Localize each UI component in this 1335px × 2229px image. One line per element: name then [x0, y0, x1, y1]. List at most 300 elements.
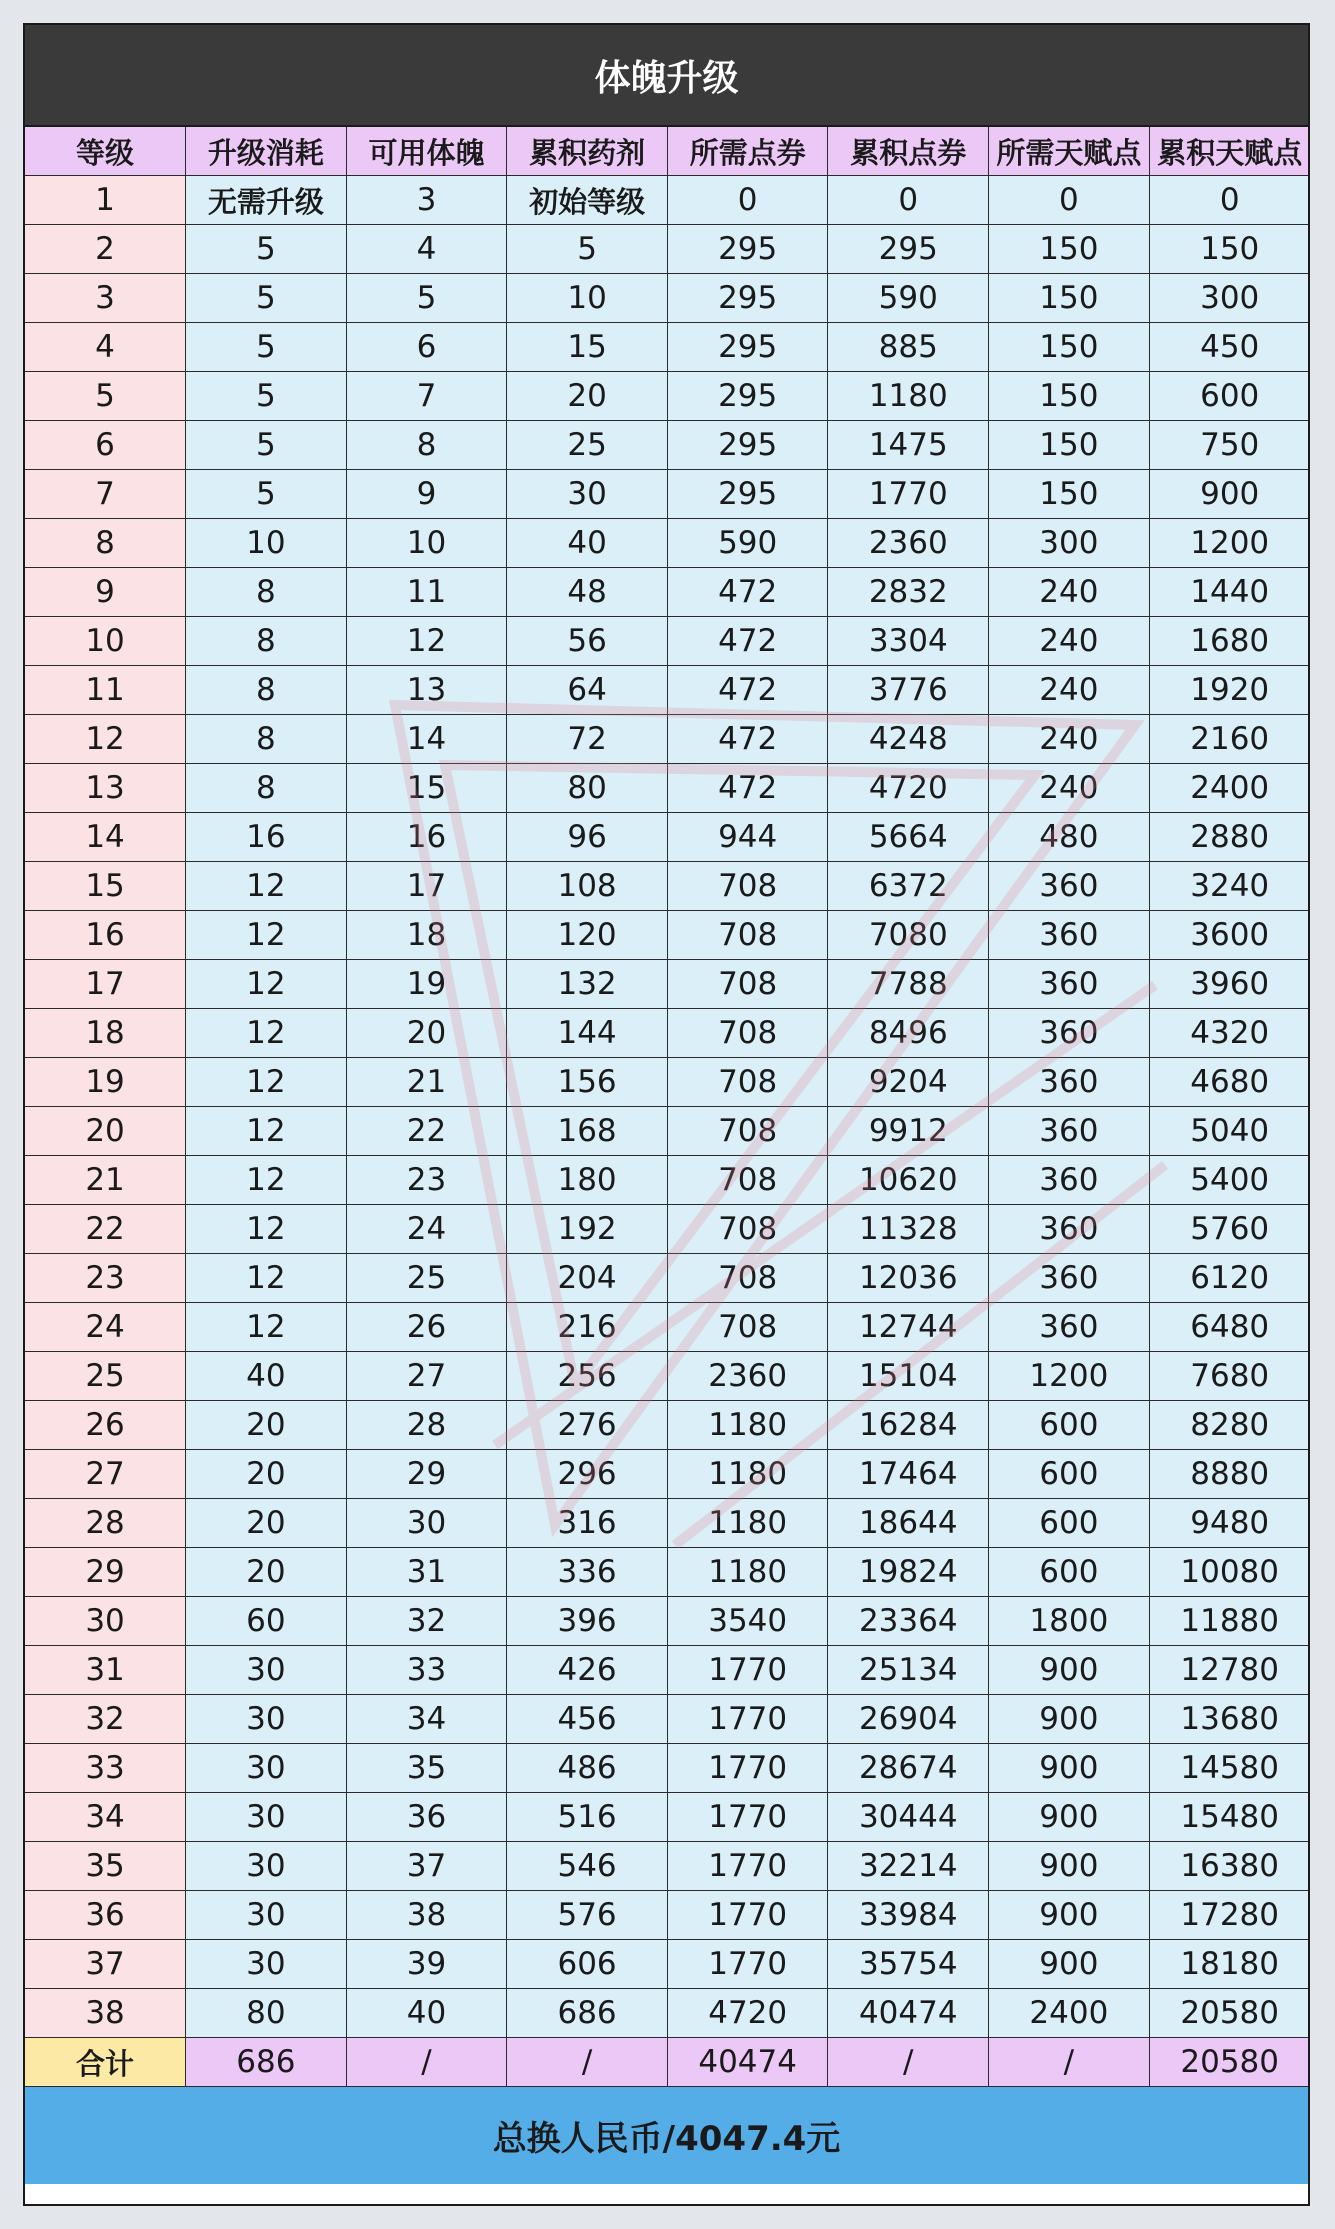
table-cell: 28 — [346, 1401, 507, 1450]
level-cell: 2 — [25, 225, 186, 274]
table-cell: 6372 — [828, 862, 989, 911]
table-row — [25, 813, 1310, 862]
table-cell: 21 — [346, 1058, 507, 1107]
table-cell: 20 — [186, 1499, 347, 1548]
table-cell: 7080 — [828, 911, 989, 960]
table-cell: 150 — [989, 274, 1150, 323]
table-cell: 360 — [989, 1205, 1150, 1254]
table-cell: 30444 — [828, 1793, 989, 1842]
table-cell: 686 — [507, 1989, 668, 2038]
table-cell: 300 — [989, 519, 1150, 568]
table-cell: 516 — [507, 1793, 668, 1842]
upgrade-sheet — [23, 23, 1310, 2206]
table-row — [25, 274, 1310, 323]
table-cell: 4320 — [1149, 1009, 1310, 1058]
table-cell: 34 — [346, 1695, 507, 1744]
table-cell: 12 — [186, 1058, 347, 1107]
level-cell: 19 — [25, 1058, 186, 1107]
table-cell: 1180 — [667, 1401, 828, 1450]
table-row — [25, 617, 1310, 666]
table-cell: 336 — [507, 1548, 668, 1597]
table-cell: 708 — [667, 1205, 828, 1254]
table-cell: 1200 — [1149, 519, 1310, 568]
table-cell: 11880 — [1149, 1597, 1310, 1646]
table-cell: 944 — [667, 813, 828, 862]
table-cell: 256 — [507, 1352, 668, 1401]
table-cell: 12 — [186, 1254, 347, 1303]
table-cell: 23364 — [828, 1597, 989, 1646]
header-row — [25, 127, 1310, 176]
table-cell: 900 — [989, 1744, 1150, 1793]
table-cell: 30 — [186, 1744, 347, 1793]
table-cell: 10620 — [828, 1156, 989, 1205]
table-cell: 396 — [507, 1597, 668, 1646]
table-cell: 900 — [1149, 470, 1310, 519]
table-cell: 23 — [346, 1156, 507, 1205]
table-cell: 3540 — [667, 1597, 828, 1646]
table-cell: 5 — [186, 421, 347, 470]
level-cell: 25 — [25, 1352, 186, 1401]
table-cell: 9912 — [828, 1107, 989, 1156]
table-cell: 5 — [346, 274, 507, 323]
table-cell: 590 — [667, 519, 828, 568]
table-row — [25, 176, 1310, 225]
table-cell: 472 — [667, 715, 828, 764]
level-cell: 6 — [25, 421, 186, 470]
table-cell: 12 — [186, 1009, 347, 1058]
table-cell: 486 — [507, 1744, 668, 1793]
table-cell: 10 — [186, 519, 347, 568]
total-label-cell: 合计 — [25, 2038, 186, 2087]
total-cell: / — [346, 2038, 507, 2087]
table-cell: 5 — [186, 225, 347, 274]
table-row — [25, 470, 1310, 519]
table-cell: 150 — [989, 421, 1150, 470]
table-cell: 360 — [989, 862, 1150, 911]
table-cell: 240 — [989, 764, 1150, 813]
table-cell: 12 — [186, 1205, 347, 1254]
table-cell: 192 — [507, 1205, 668, 1254]
table-cell: 708 — [667, 1254, 828, 1303]
table-cell: 295 — [667, 323, 828, 372]
table-row — [25, 1401, 1310, 1450]
table-cell: 600 — [989, 1548, 1150, 1597]
table-cell: 20 — [186, 1548, 347, 1597]
table-cell: 708 — [667, 1058, 828, 1107]
table-cell: 30 — [186, 1891, 347, 1940]
table-cell: 25 — [346, 1254, 507, 1303]
table-row — [25, 372, 1310, 421]
table-cell: 40 — [346, 1989, 507, 2038]
table-cell: 1770 — [667, 1891, 828, 1940]
table-cell: 30 — [186, 1695, 347, 1744]
table-cell: 295 — [828, 225, 989, 274]
table-cell: 900 — [989, 1646, 1150, 1695]
table-cell: 2880 — [1149, 813, 1310, 862]
table-cell: 900 — [989, 1891, 1150, 1940]
table-row — [25, 1842, 1310, 1891]
table-cell: 472 — [667, 666, 828, 715]
table-cell: 7788 — [828, 960, 989, 1009]
sheet-title: 体魄升级 — [25, 25, 1308, 127]
table-row — [25, 911, 1310, 960]
table-cell: 1770 — [667, 1695, 828, 1744]
table-row — [25, 666, 1310, 715]
table-cell: 35 — [346, 1744, 507, 1793]
level-cell: 22 — [25, 1205, 186, 1254]
table-cell: 8 — [186, 715, 347, 764]
table-cell: 15104 — [828, 1352, 989, 1401]
table-cell: 144 — [507, 1009, 668, 1058]
table-cell: 9 — [346, 470, 507, 519]
table-cell: 27 — [346, 1352, 507, 1401]
table-cell: 14 — [346, 715, 507, 764]
table-cell: 120 — [507, 911, 668, 960]
table-cell: 216 — [507, 1303, 668, 1352]
table-cell: 900 — [989, 1695, 1150, 1744]
table-cell: 48 — [507, 568, 668, 617]
table-cell: 40 — [186, 1352, 347, 1401]
table-cell: 32214 — [828, 1842, 989, 1891]
table-cell: 3600 — [1149, 911, 1310, 960]
table-cell: 3240 — [1149, 862, 1310, 911]
table-cell: 12744 — [828, 1303, 989, 1352]
table-cell: 360 — [989, 1156, 1150, 1205]
table-cell: 426 — [507, 1646, 668, 1695]
table-cell: 590 — [828, 274, 989, 323]
table-cell: 546 — [507, 1842, 668, 1891]
table-cell: 16 — [186, 813, 347, 862]
table-row — [25, 519, 1310, 568]
header-cell: 等级 — [25, 127, 186, 176]
level-cell: 33 — [25, 1744, 186, 1793]
header-cell: 累积天赋点 — [1149, 127, 1310, 176]
table-cell: 8 — [186, 666, 347, 715]
level-cell: 7 — [25, 470, 186, 519]
table-cell: 80 — [186, 1989, 347, 2038]
total-cell: / — [989, 2038, 1150, 2087]
table-cell: 1475 — [828, 421, 989, 470]
table-cell: 295 — [667, 372, 828, 421]
level-cell: 14 — [25, 813, 186, 862]
table-cell: 295 — [667, 225, 828, 274]
total-cell: 40474 — [667, 2038, 828, 2087]
level-cell: 9 — [25, 568, 186, 617]
table-cell: 30 — [186, 1793, 347, 1842]
table-cell: 8496 — [828, 1009, 989, 1058]
level-cell: 31 — [25, 1646, 186, 1695]
table-cell: 5 — [186, 372, 347, 421]
table-row — [25, 1156, 1310, 1205]
table-cell: 156 — [507, 1058, 668, 1107]
table-cell: 12780 — [1149, 1646, 1310, 1695]
table-cell: 3960 — [1149, 960, 1310, 1009]
table-cell: 11 — [346, 568, 507, 617]
table-cell: 20 — [186, 1401, 347, 1450]
table-cell: 12 — [186, 960, 347, 1009]
table-cell: 708 — [667, 1009, 828, 1058]
table-cell: 25 — [507, 421, 668, 470]
table-row — [25, 421, 1310, 470]
table-cell: 16380 — [1149, 1842, 1310, 1891]
table-cell: 28674 — [828, 1744, 989, 1793]
table-cell: 5 — [186, 323, 347, 372]
table-cell: 456 — [507, 1695, 668, 1744]
table-cell: 11328 — [828, 1205, 989, 1254]
table-cell: 32 — [346, 1597, 507, 1646]
table-cell: 1770 — [667, 1842, 828, 1891]
table-cell: 22 — [346, 1107, 507, 1156]
header-cell: 升级消耗 — [186, 127, 347, 176]
table-cell: 5040 — [1149, 1107, 1310, 1156]
level-cell: 12 — [25, 715, 186, 764]
table-cell: 36 — [346, 1793, 507, 1842]
table-cell: 750 — [1149, 421, 1310, 470]
table-cell: 576 — [507, 1891, 668, 1940]
table-cell: 10 — [346, 519, 507, 568]
table-cell: 4720 — [667, 1989, 828, 2038]
level-cell: 4 — [25, 323, 186, 372]
table-cell: 33984 — [828, 1891, 989, 1940]
table-cell: 4680 — [1149, 1058, 1310, 1107]
table-cell: 2400 — [1149, 764, 1310, 813]
table-cell: 0 — [1149, 176, 1310, 225]
table-cell: 1180 — [828, 372, 989, 421]
table-cell: 6 — [346, 323, 507, 372]
table-row — [25, 1793, 1310, 1842]
level-cell: 35 — [25, 1842, 186, 1891]
table-cell: 1680 — [1149, 617, 1310, 666]
table-cell: 0 — [667, 176, 828, 225]
table-cell: 12036 — [828, 1254, 989, 1303]
table-cell: 5 — [507, 225, 668, 274]
table-cell: 1800 — [989, 1597, 1150, 1646]
table-cell: 8 — [186, 568, 347, 617]
upgrade-table — [25, 127, 1310, 2087]
table-cell: 6120 — [1149, 1254, 1310, 1303]
table-cell: 900 — [989, 1940, 1150, 1989]
table-cell: 708 — [667, 960, 828, 1009]
level-cell: 30 — [25, 1597, 186, 1646]
table-cell: 72 — [507, 715, 668, 764]
table-row — [25, 323, 1310, 372]
table-cell: 1770 — [828, 470, 989, 519]
table-cell: 64 — [507, 666, 668, 715]
table-cell: 35754 — [828, 1940, 989, 1989]
table-cell: 900 — [989, 1793, 1150, 1842]
table-cell: 12 — [346, 617, 507, 666]
table-cell: 5 — [186, 470, 347, 519]
table-cell: 33 — [346, 1646, 507, 1695]
table-cell: 40474 — [828, 1989, 989, 2038]
table-cell: 19824 — [828, 1548, 989, 1597]
table-cell: 1770 — [667, 1744, 828, 1793]
table-cell: 18180 — [1149, 1940, 1310, 1989]
level-cell: 1 — [25, 176, 186, 225]
table-cell: 5760 — [1149, 1205, 1310, 1254]
table-cell: 15 — [507, 323, 668, 372]
table-cell: 20580 — [1149, 1989, 1310, 2038]
table-cell: 30 — [186, 1940, 347, 1989]
table-cell: 295 — [667, 274, 828, 323]
table-cell: 9204 — [828, 1058, 989, 1107]
table-cell: 0 — [989, 176, 1150, 225]
level-cell: 8 — [25, 519, 186, 568]
header-cell: 可用体魄 — [346, 127, 507, 176]
table-row — [25, 1695, 1310, 1744]
table-cell: 14580 — [1149, 1744, 1310, 1793]
table-cell: 240 — [989, 715, 1150, 764]
level-cell: 29 — [25, 1548, 186, 1597]
total-rmb-footer: 总换人民币/4047.4元 — [25, 2087, 1308, 2184]
table-cell: 8280 — [1149, 1401, 1310, 1450]
table-cell: 204 — [507, 1254, 668, 1303]
table-cell: 39 — [346, 1940, 507, 1989]
table-cell: 360 — [989, 1107, 1150, 1156]
level-cell: 27 — [25, 1450, 186, 1499]
table-cell: 4 — [346, 225, 507, 274]
table-cell: 13 — [346, 666, 507, 715]
table-cell: 4720 — [828, 764, 989, 813]
table-cell: 150 — [989, 372, 1150, 421]
table-cell: 360 — [989, 1303, 1150, 1352]
level-cell: 20 — [25, 1107, 186, 1156]
total-row — [25, 2038, 1310, 2087]
table-cell: 25134 — [828, 1646, 989, 1695]
table-cell: 3304 — [828, 617, 989, 666]
table-cell: 5 — [186, 274, 347, 323]
table-cell: 600 — [989, 1401, 1150, 1450]
total-cell: / — [507, 2038, 668, 2087]
total-cell: / — [828, 2038, 989, 2087]
table-cell: 60 — [186, 1597, 347, 1646]
table-cell: 600 — [1149, 372, 1310, 421]
table-cell: 7680 — [1149, 1352, 1310, 1401]
table-cell: 24 — [346, 1205, 507, 1254]
table-cell: 26904 — [828, 1695, 989, 1744]
table-cell: 26 — [346, 1303, 507, 1352]
table-cell: 150 — [989, 470, 1150, 519]
table-cell: 240 — [989, 666, 1150, 715]
table-cell: 295 — [667, 470, 828, 519]
table-row — [25, 715, 1310, 764]
table-row — [25, 1107, 1310, 1156]
table-cell: 30 — [186, 1646, 347, 1695]
table-cell: 2360 — [828, 519, 989, 568]
level-cell: 13 — [25, 764, 186, 813]
level-cell: 16 — [25, 911, 186, 960]
table-cell: 16284 — [828, 1401, 989, 1450]
table-cell: 472 — [667, 617, 828, 666]
header-cell: 所需点券 — [667, 127, 828, 176]
level-cell: 15 — [25, 862, 186, 911]
table-cell: 96 — [507, 813, 668, 862]
table-cell: 6480 — [1149, 1303, 1310, 1352]
table-cell: 0 — [828, 176, 989, 225]
table-row — [25, 1009, 1310, 1058]
table-cell: 708 — [667, 1156, 828, 1205]
table-row — [25, 1205, 1310, 1254]
table-row — [25, 1891, 1310, 1940]
table-cell: 108 — [507, 862, 668, 911]
table-cell: 5664 — [828, 813, 989, 862]
table-cell: 708 — [667, 1303, 828, 1352]
table-cell: 240 — [989, 617, 1150, 666]
table-row — [25, 1303, 1310, 1352]
table-cell: 360 — [989, 1058, 1150, 1107]
table-cell: 15480 — [1149, 1793, 1310, 1842]
table-cell: 17280 — [1149, 1891, 1310, 1940]
table-cell: 2832 — [828, 568, 989, 617]
table-cell: 276 — [507, 1401, 668, 1450]
table-cell: 8 — [186, 617, 347, 666]
table-cell: 10 — [507, 274, 668, 323]
level-cell: 5 — [25, 372, 186, 421]
table-row — [25, 960, 1310, 1009]
table-cell: 8 — [186, 764, 347, 813]
table-cell: 708 — [667, 862, 828, 911]
table-row — [25, 1597, 1310, 1646]
table-cell: 12 — [186, 1303, 347, 1352]
table-cell: 606 — [507, 1940, 668, 1989]
table-cell: 18644 — [828, 1499, 989, 1548]
table-cell: 1770 — [667, 1940, 828, 1989]
level-cell: 18 — [25, 1009, 186, 1058]
total-cell: 20580 — [1149, 2038, 1310, 2087]
table-cell: 480 — [989, 813, 1150, 862]
table-cell: 12 — [186, 1156, 347, 1205]
table-cell: 2360 — [667, 1352, 828, 1401]
table-cell: 1770 — [667, 1793, 828, 1842]
level-cell: 32 — [25, 1695, 186, 1744]
level-cell: 38 — [25, 1989, 186, 2038]
table-cell: 450 — [1149, 323, 1310, 372]
table-row — [25, 1450, 1310, 1499]
table-cell: 31 — [346, 1548, 507, 1597]
table-row — [25, 1254, 1310, 1303]
table-cell: 12 — [186, 862, 347, 911]
table-cell: 180 — [507, 1156, 668, 1205]
table-body — [25, 176, 1310, 2087]
table-cell: 360 — [989, 960, 1150, 1009]
table-cell: 9480 — [1149, 1499, 1310, 1548]
table-cell: 20 — [346, 1009, 507, 1058]
table-cell: 7 — [346, 372, 507, 421]
table-cell: 20 — [507, 372, 668, 421]
table-cell: 初始等级 — [507, 176, 668, 225]
table-cell: 1920 — [1149, 666, 1310, 715]
table-row — [25, 1499, 1310, 1548]
table-cell: 80 — [507, 764, 668, 813]
table-cell: 4248 — [828, 715, 989, 764]
table-row — [25, 1058, 1310, 1107]
table-cell: 150 — [989, 225, 1150, 274]
table-cell: 无需升级 — [186, 176, 347, 225]
table-cell: 900 — [989, 1842, 1150, 1891]
level-cell: 24 — [25, 1303, 186, 1352]
table-cell: 1180 — [667, 1450, 828, 1499]
table-cell: 8 — [346, 421, 507, 470]
table-cell: 1770 — [667, 1646, 828, 1695]
level-cell: 28 — [25, 1499, 186, 1548]
table-cell: 360 — [989, 1009, 1150, 1058]
table-cell: 296 — [507, 1450, 668, 1499]
table-row — [25, 764, 1310, 813]
table-cell: 2160 — [1149, 715, 1310, 764]
level-cell: 17 — [25, 960, 186, 1009]
level-cell: 21 — [25, 1156, 186, 1205]
table-row — [25, 862, 1310, 911]
